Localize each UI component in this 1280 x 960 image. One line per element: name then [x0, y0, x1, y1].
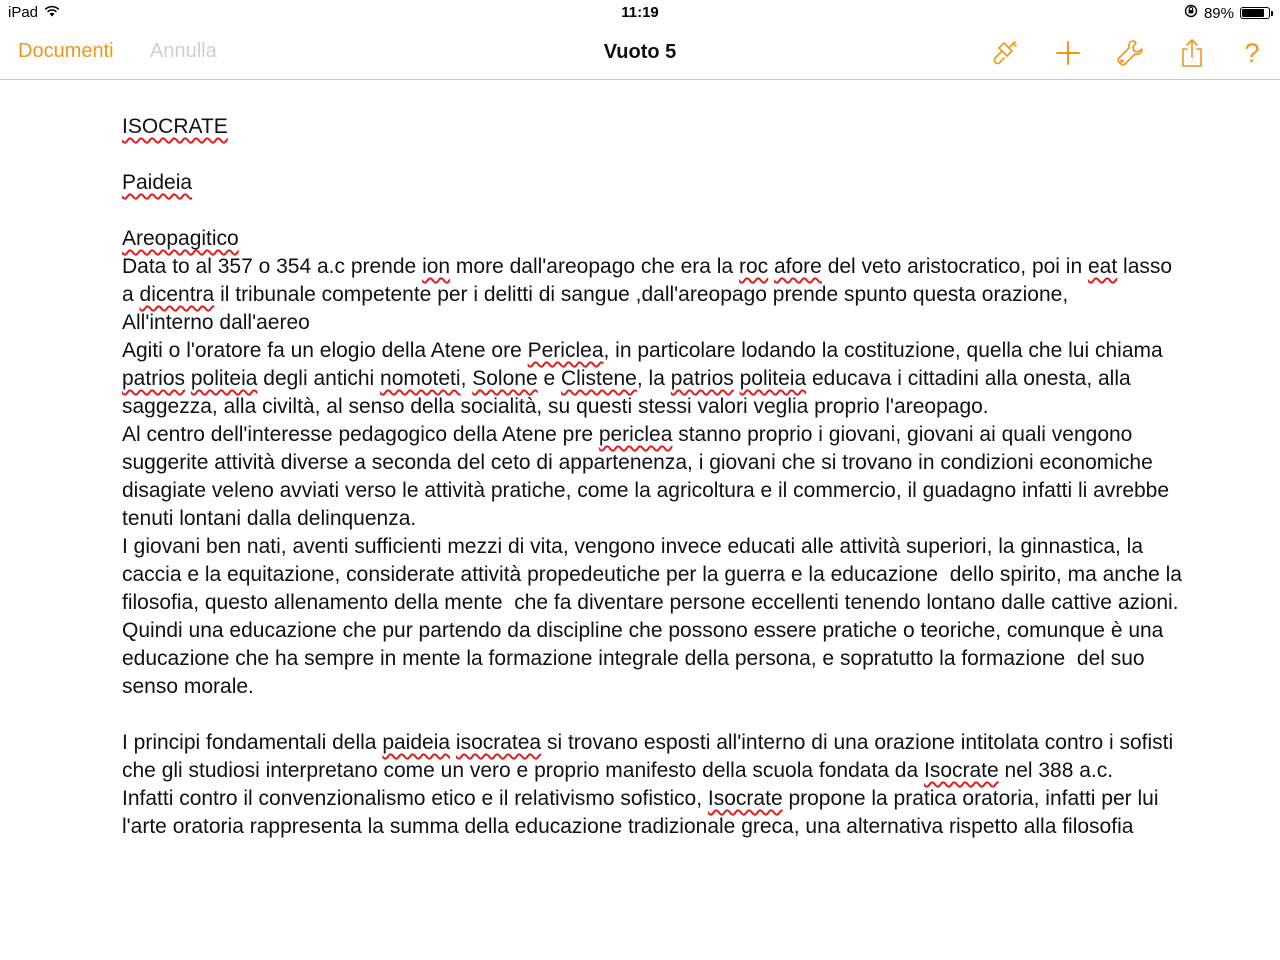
text-run: si trovano esposti all'interno di una orazione intitolata contro i sofisti che gli studiosi interpretano come un vero e proprio manifesto della scuola fondata da: [122, 731, 1179, 782]
misspelled-word[interactable]: politeia: [739, 367, 807, 390]
battery-icon: [1240, 7, 1270, 19]
misspelled-word[interactable]: ISOCRATE: [122, 115, 228, 138]
battery-fill: [1242, 9, 1264, 17]
misspelled-word[interactable]: ion: [422, 255, 451, 278]
text-run: , in particolare lodando la costituzione, quella che lui chiama: [603, 339, 1169, 362]
heading-paideia: [122, 169, 1182, 197]
text-run: Al centro dell'interesse pedagogico della Atene pre: [122, 423, 599, 446]
text-run: Data to al 357 o 354 a.c prende: [122, 255, 423, 278]
text-run: lasso a: [122, 255, 1178, 306]
blank-line: [122, 701, 1182, 729]
text-run: educava i cittadini alla onesta, alla saggezza, alla civiltà, al senso della socialità, su questi stessi valori veglia proprio l'areopago.: [122, 367, 1137, 418]
status-time: 11:19: [621, 4, 659, 21]
text-run: Infatti contro il convenzionalismo etico e il relativismo sofistico,: [122, 787, 708, 810]
misspelled-word[interactable]: patrios: [670, 367, 734, 390]
misspelled-word[interactable]: Solone: [472, 367, 538, 390]
text-run: , la: [636, 367, 671, 390]
document-title: Vuoto 5: [603, 41, 677, 63]
misspelled-word[interactable]: periclea: [598, 423, 673, 446]
misspelled-word[interactable]: Isocrate: [923, 759, 999, 782]
documents-button[interactable]: Documenti: [18, 40, 114, 62]
text-run: propone la pratica oratoria, infatti per lui l'arte oratoria rappresenta la summa della educazione tradizionale greca, una alternativa rispetto alla filosofia: [122, 787, 1165, 838]
misspelled-word[interactable]: roc: [738, 255, 769, 278]
help-icon[interactable]: ?: [1244, 38, 1260, 68]
misspelled-word[interactable]: Clistene: [560, 367, 637, 390]
misspelled-word[interactable]: Paideia: [122, 171, 193, 194]
text-run: stanno proprio i giovani, giovani ai quali vengono suggerite attività diverse a seconda del ceto di appartenenza, i giovani che si trovano in condizioni economiche disagiate veleno avviati verso le attività pratiche, come la agricoltura e il commercio, il guadagno infatti li avrebbe tenuti lontani dalla delinquenza.: [122, 423, 1175, 530]
text-run: more dall'areopago che era la: [450, 255, 739, 278]
share-icon[interactable]: [1176, 37, 1208, 69]
paragraph-4: [122, 421, 1182, 533]
misspelled-word[interactable]: paideia: [382, 731, 451, 754]
battery-percent: 89%: [1203, 4, 1234, 22]
misspelled-word[interactable]: Areopagitico: [122, 227, 239, 250]
toolbar: [0, 26, 1280, 80]
misspelled-word[interactable]: politeia: [190, 367, 258, 390]
status-bar: [0, 0, 1280, 26]
misspelled-word[interactable]: patrios: [122, 367, 186, 390]
misspelled-word[interactable]: Isocrate: [707, 787, 783, 810]
text-run: Agiti o l'oratore fa un elogio della Atene ore: [122, 339, 528, 362]
undo-button[interactable]: Annulla: [150, 40, 217, 62]
document-body[interactable]: [122, 113, 1188, 841]
paragraph-7: [122, 729, 1182, 785]
misspelled-word[interactable]: nomoteti: [380, 367, 461, 390]
misspelled-word[interactable]: afore: [773, 255, 822, 278]
plus-icon[interactable]: [1052, 37, 1084, 69]
misspelled-word[interactable]: dicentra: [139, 283, 215, 306]
misspelled-word[interactable]: Periclea: [527, 339, 604, 362]
text-run: degli antichi: [257, 367, 381, 390]
text-run: e: [537, 367, 561, 390]
text-run: I principi fondamentali della: [122, 731, 383, 754]
paragraph-5: I giovani ben nati, aventi sufficienti mezzi di vita, vengono invece educati alle attività superiori, la ginnastica, la caccia e la equitazione, considerate attività propedeutiche per la guerra e la educazione dello spirito, ma anche la filosofia, questo allenamento della mente che fa diventare persone eccellenti tenendo lontano dalle cattive azioni.: [122, 535, 1188, 614]
text-run: il tribunale competente per i delitti di sangue ,dall'areopago prende spunto questa orazione,: [214, 283, 1069, 306]
paragraph-8: [122, 785, 1182, 841]
paragraph-1: [122, 253, 1182, 309]
device-label: iPad: [8, 4, 39, 21]
text-run: ,: [460, 367, 473, 390]
blank-line: [122, 141, 1182, 169]
text-run: nel 388 a.c.: [998, 759, 1114, 782]
heading-areopagitico: [122, 225, 1182, 253]
misspelled-word[interactable]: isocratea: [455, 731, 542, 754]
paintbrush-icon[interactable]: [990, 37, 1022, 69]
misspelled-word[interactable]: eat: [1088, 255, 1118, 278]
paragraph-3: [122, 337, 1182, 421]
text-run: del veto aristocratico, poi in: [821, 255, 1088, 278]
status-right: [1184, 4, 1270, 22]
rotation-lock-icon: [1184, 4, 1198, 22]
heading-isocrate: [122, 113, 1182, 141]
paragraph-6: Quindi una educazione che pur partendo da discipline che possono essere pratiche o teoriche, comunque è una educazione che ha sempre in mente la formazione integrale della persona, e sopratutto la formazione del suo senso morale.: [122, 619, 1170, 698]
wrench-icon[interactable]: [1114, 37, 1146, 69]
paragraph-2: All'interno dall'aereo: [122, 311, 310, 334]
blank-line: [122, 197, 1182, 225]
